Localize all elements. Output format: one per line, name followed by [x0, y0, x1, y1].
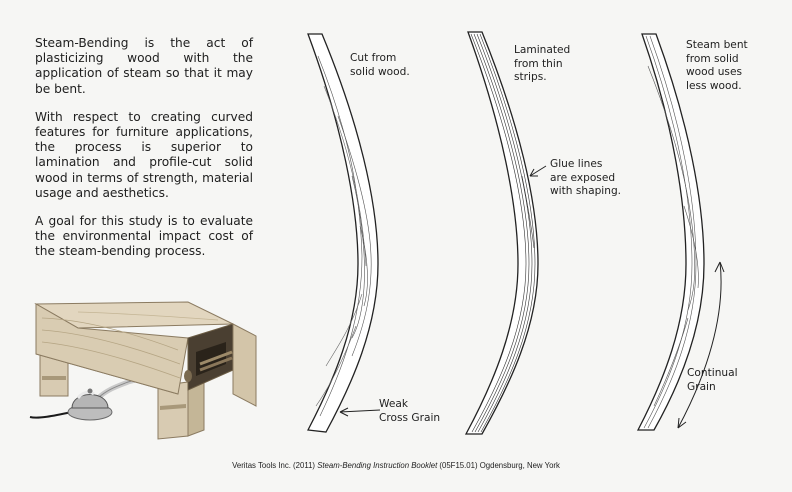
- intro-paragraph-advantages: With respect to creating curved features for furniture applications, the process is superior to lamination and profile-cut solid wood in terms of strength, material usage and aesthetics.: [35, 109, 253, 200]
- steam-box-illustration: [28, 294, 258, 444]
- weak-cross-grain-callout: Weak Cross Grain: [379, 398, 441, 424]
- source-citation: [0, 461, 792, 470]
- cut-solid-wood-caption: Cut from solid wood.: [350, 52, 410, 78]
- intro-paragraph-goal: A goal for this study is to evaluate the environmental impact cost of the steam-bending process.: [35, 214, 253, 259]
- laminated-caption: Laminated from thin strips.: [514, 44, 571, 84]
- citation-prefix: Veritas Tools Inc. (2011): [232, 461, 318, 470]
- continual-grain-callout: Continual Grain: [687, 367, 738, 393]
- intro-paragraph-definition: Steam-Bending is the act of plasticizing wood with the application of steam so that it may be bent.: [35, 36, 253, 96]
- citation-suffix: (05F15.01) Ogdensburg, New York: [437, 461, 560, 470]
- laminated-figure: [466, 32, 546, 434]
- citation-title: Steam-Bending Instruction Booklet: [317, 461, 438, 470]
- cut-solid-wood-figure: [308, 34, 380, 432]
- glue-lines-callout: Glue lines are exposed with shaping.: [550, 158, 622, 198]
- steam-bent-caption: Steam bent from solid wood uses less wood.: [686, 39, 748, 92]
- intro-text: [35, 36, 253, 273]
